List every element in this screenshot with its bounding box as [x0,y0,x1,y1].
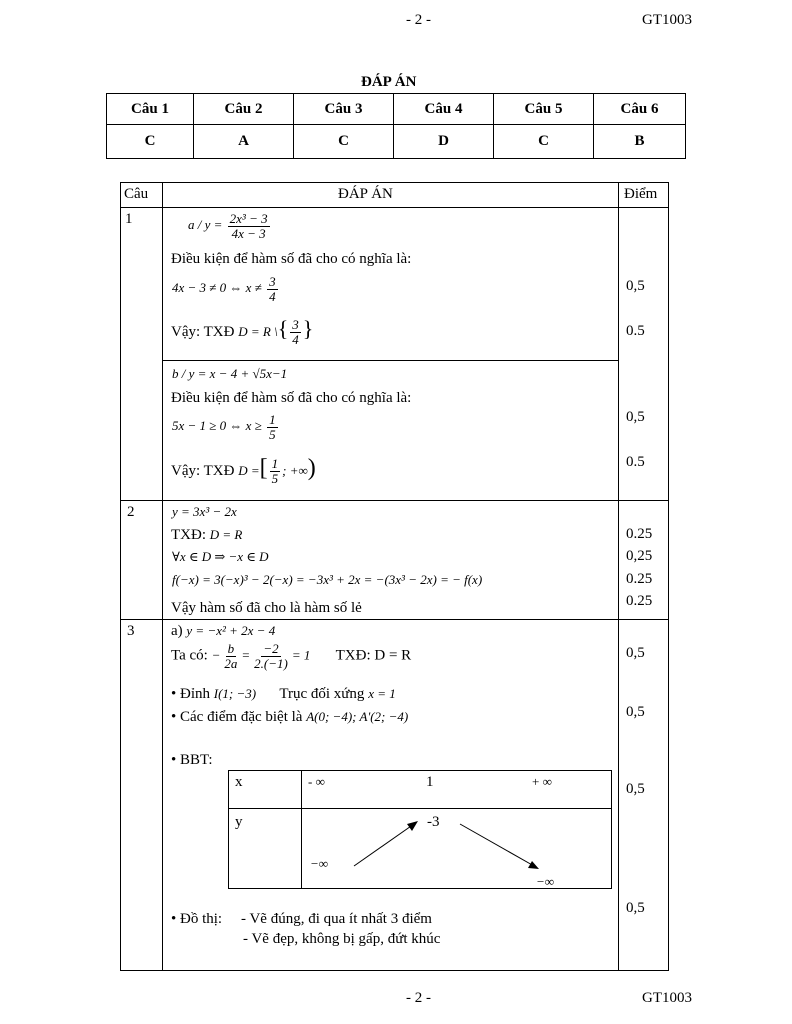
bbt-one: 1 [426,774,434,790]
q3-bbt-label: • BBT: [171,752,213,768]
q1-score: 0.5 [626,454,645,470]
q3-points-label: • Các điểm đặc biệt là [171,709,303,725]
q1b-txd-den: 5 [271,471,279,487]
q1b-inequality-fraction [267,413,278,441]
q3-axis: x = 1 [368,686,396,701]
q2-score: 0.25 [626,526,653,542]
answer-key-question: Câu 2 [194,94,294,125]
bbt-y-label: y [235,814,243,830]
footer-doc-code: GT1003 [642,990,692,1006]
q1-score: 0,5 [626,278,645,294]
q2-number: 2 [127,504,135,520]
q1a-txd-label: Vậy: TXĐ [171,324,235,340]
q3-taco [171,642,411,670]
answer-key-value: B [594,125,686,159]
q3-txd: TXĐ: D = R [335,647,412,664]
bbt-increasing-arrow [352,820,432,870]
q3-score: 0,5 [626,704,645,720]
answer-key-question: Câu 4 [394,94,494,125]
q3-vertex: I(1; −3) [213,686,257,701]
q3-score: 0,5 [626,781,645,797]
q1b-txd-tail: ; +∞ [282,463,308,478]
q3-taco-label: Ta có: [171,647,208,664]
answer-key-value: D [394,125,494,159]
q1a-txd-fraction [290,318,301,346]
answer-key-question: Câu 5 [494,94,594,125]
q2-score: 0,25 [626,548,653,564]
col-header-cau: Câu [124,186,149,202]
q1-score: 0,5 [626,409,645,425]
q1b-inequality-num: 1 [269,412,276,427]
q3-taco-minus: − [211,647,221,663]
q1a-txd: Vậy: TXĐ D = R \{ $\frac{3}{4}$ } [171,316,314,348]
answer-key-value: A [194,125,294,159]
answer-key-row [107,125,686,159]
q3-graph-criterion: - Vẽ đẹp, không bị gấp, đứt khúc [243,931,441,947]
q3-taco-eq: = [241,647,251,663]
q1a-inequality-fraction [267,275,278,303]
answer-key-question: Câu 3 [294,94,394,125]
q3a-line [171,623,275,640]
bbt-left-bottom: −∞ [310,856,329,871]
q1b-txd-fraction [270,457,281,485]
q2-function: y = 3x³ − 2x [172,504,237,519]
bbt-right-bottom: −∞ [536,874,555,889]
q3a-label: a) [171,623,183,639]
q2-parity-proof: f(−x) = 3(−x)³ − 2(−x) = −3x³ + 2x = −(3x³ − 2x) = − f(x) [172,572,483,587]
answer-key-value: C [294,125,394,159]
q1a-numerator: 2x³ − 3 [229,211,268,226]
q3-taco-f2-num: −2 [263,641,279,656]
q2-txd-domain: D = R [209,527,243,542]
q1a-inequality-num: 3 [269,274,276,289]
q1a-function [188,212,272,240]
bbt-pos-inf: + ∞ [532,774,552,789]
q1a-inequality [172,275,280,303]
q1a-inequality-lhs: 4x − 3 ≠ 0 ⇔ x ≠ [172,280,262,296]
q1a-txd-domain: D = R \ [238,324,278,339]
q1a-inequality-den: 4 [269,288,276,304]
q1a-lhs: a / y = [188,217,223,233]
q1a-condition-text: Điều kiện để hàm số đã cho có nghĩa là: [171,251,412,267]
q1b-inequality [172,413,280,441]
q3-taco-fraction2 [252,642,290,670]
q1b-inequality-den: 5 [269,426,276,442]
q3-taco-fraction1 [222,642,239,670]
q3-vertex-label: • Đỉnh [171,686,211,702]
header-doc-code: GT1003 [642,12,692,28]
q1b-txd: Vậy: TXĐ D =[ $\frac{1}{5}$ ; +∞) [171,455,316,487]
q3-graph-criterion: - Vẽ đúng, đi qua ít nhất 3 điểm [241,911,432,927]
q1a-txd-den: 4 [292,332,299,348]
q3-taco-f2-den: 2.(−1) [254,655,288,671]
bbt-top-value: -3 [427,814,440,830]
answer-key-question: Câu 1 [107,94,194,125]
q2-score: 0.25 [626,593,653,609]
q1b-txd-domain: D = [238,463,260,478]
header-page-number: - 2 - [406,12,431,28]
q1a-fraction [228,212,270,240]
answer-key-header-row [107,94,686,125]
q3-taco-f1-num: b [227,641,235,656]
q1b-txd-label: Vậy: TXĐ [171,463,235,479]
answer-key-table [106,93,686,159]
q3-score: 0,5 [626,900,645,916]
q1a-denominator: 4x − 3 [231,225,266,241]
q1-number: 1 [125,211,133,227]
q1-score: 0.5 [626,323,645,339]
footer-page-number: - 2 - [406,990,431,1006]
answer-key-question: Câu 6 [594,94,686,125]
q2-score: 0.25 [626,571,653,587]
q3-points-line [171,709,408,726]
q2-forall: ∀x ∈ D ⇒ −x ∈ D [172,549,269,564]
q2-txd [171,527,242,544]
q1a-txd-num: 3 [292,317,299,333]
q3-points: A(0; −4); A'(2; −4) [306,709,409,724]
q3-taco-result: = 1 [291,647,311,663]
answer-key-title: ĐÁP ÁN [361,74,417,90]
answer-key-value: C [107,125,194,159]
q3a-function: y = −x² + 2x − 4 [186,623,276,638]
q3-score: 0,5 [626,645,645,661]
q1b-condition-text: Điều kiện để hàm số đã cho có nghĩa là: [171,390,412,406]
q3-taco-f1-den: 2a [224,655,238,671]
q1b-txd-num: 1 [271,456,279,472]
q1b-function: b / y = x − 4 + √5x−1 [172,366,288,381]
q2-conclusion: Vậy hàm số đã cho là hàm số lẻ [171,600,362,616]
q3-number: 3 [127,623,135,639]
answer-key-value: C [494,125,594,159]
bbt-neg-inf: - ∞ [308,774,325,789]
q3-vertex-line [171,686,396,703]
q3-axis-label: Trục đối xứng [279,686,365,702]
col-header-dapan: ĐÁP ÁN [338,186,393,202]
bbt-decreasing-arrow [458,822,548,882]
q1b-inequality-lhs: 5x − 1 ≥ 0 ⇔ x ≥ [172,418,262,434]
col-header-diem: Điểm [624,186,658,202]
bbt-x-label: x [235,774,243,790]
q2-txd-label: TXĐ: [171,527,206,543]
q3-graph-label: • Đồ thị: [171,911,223,927]
